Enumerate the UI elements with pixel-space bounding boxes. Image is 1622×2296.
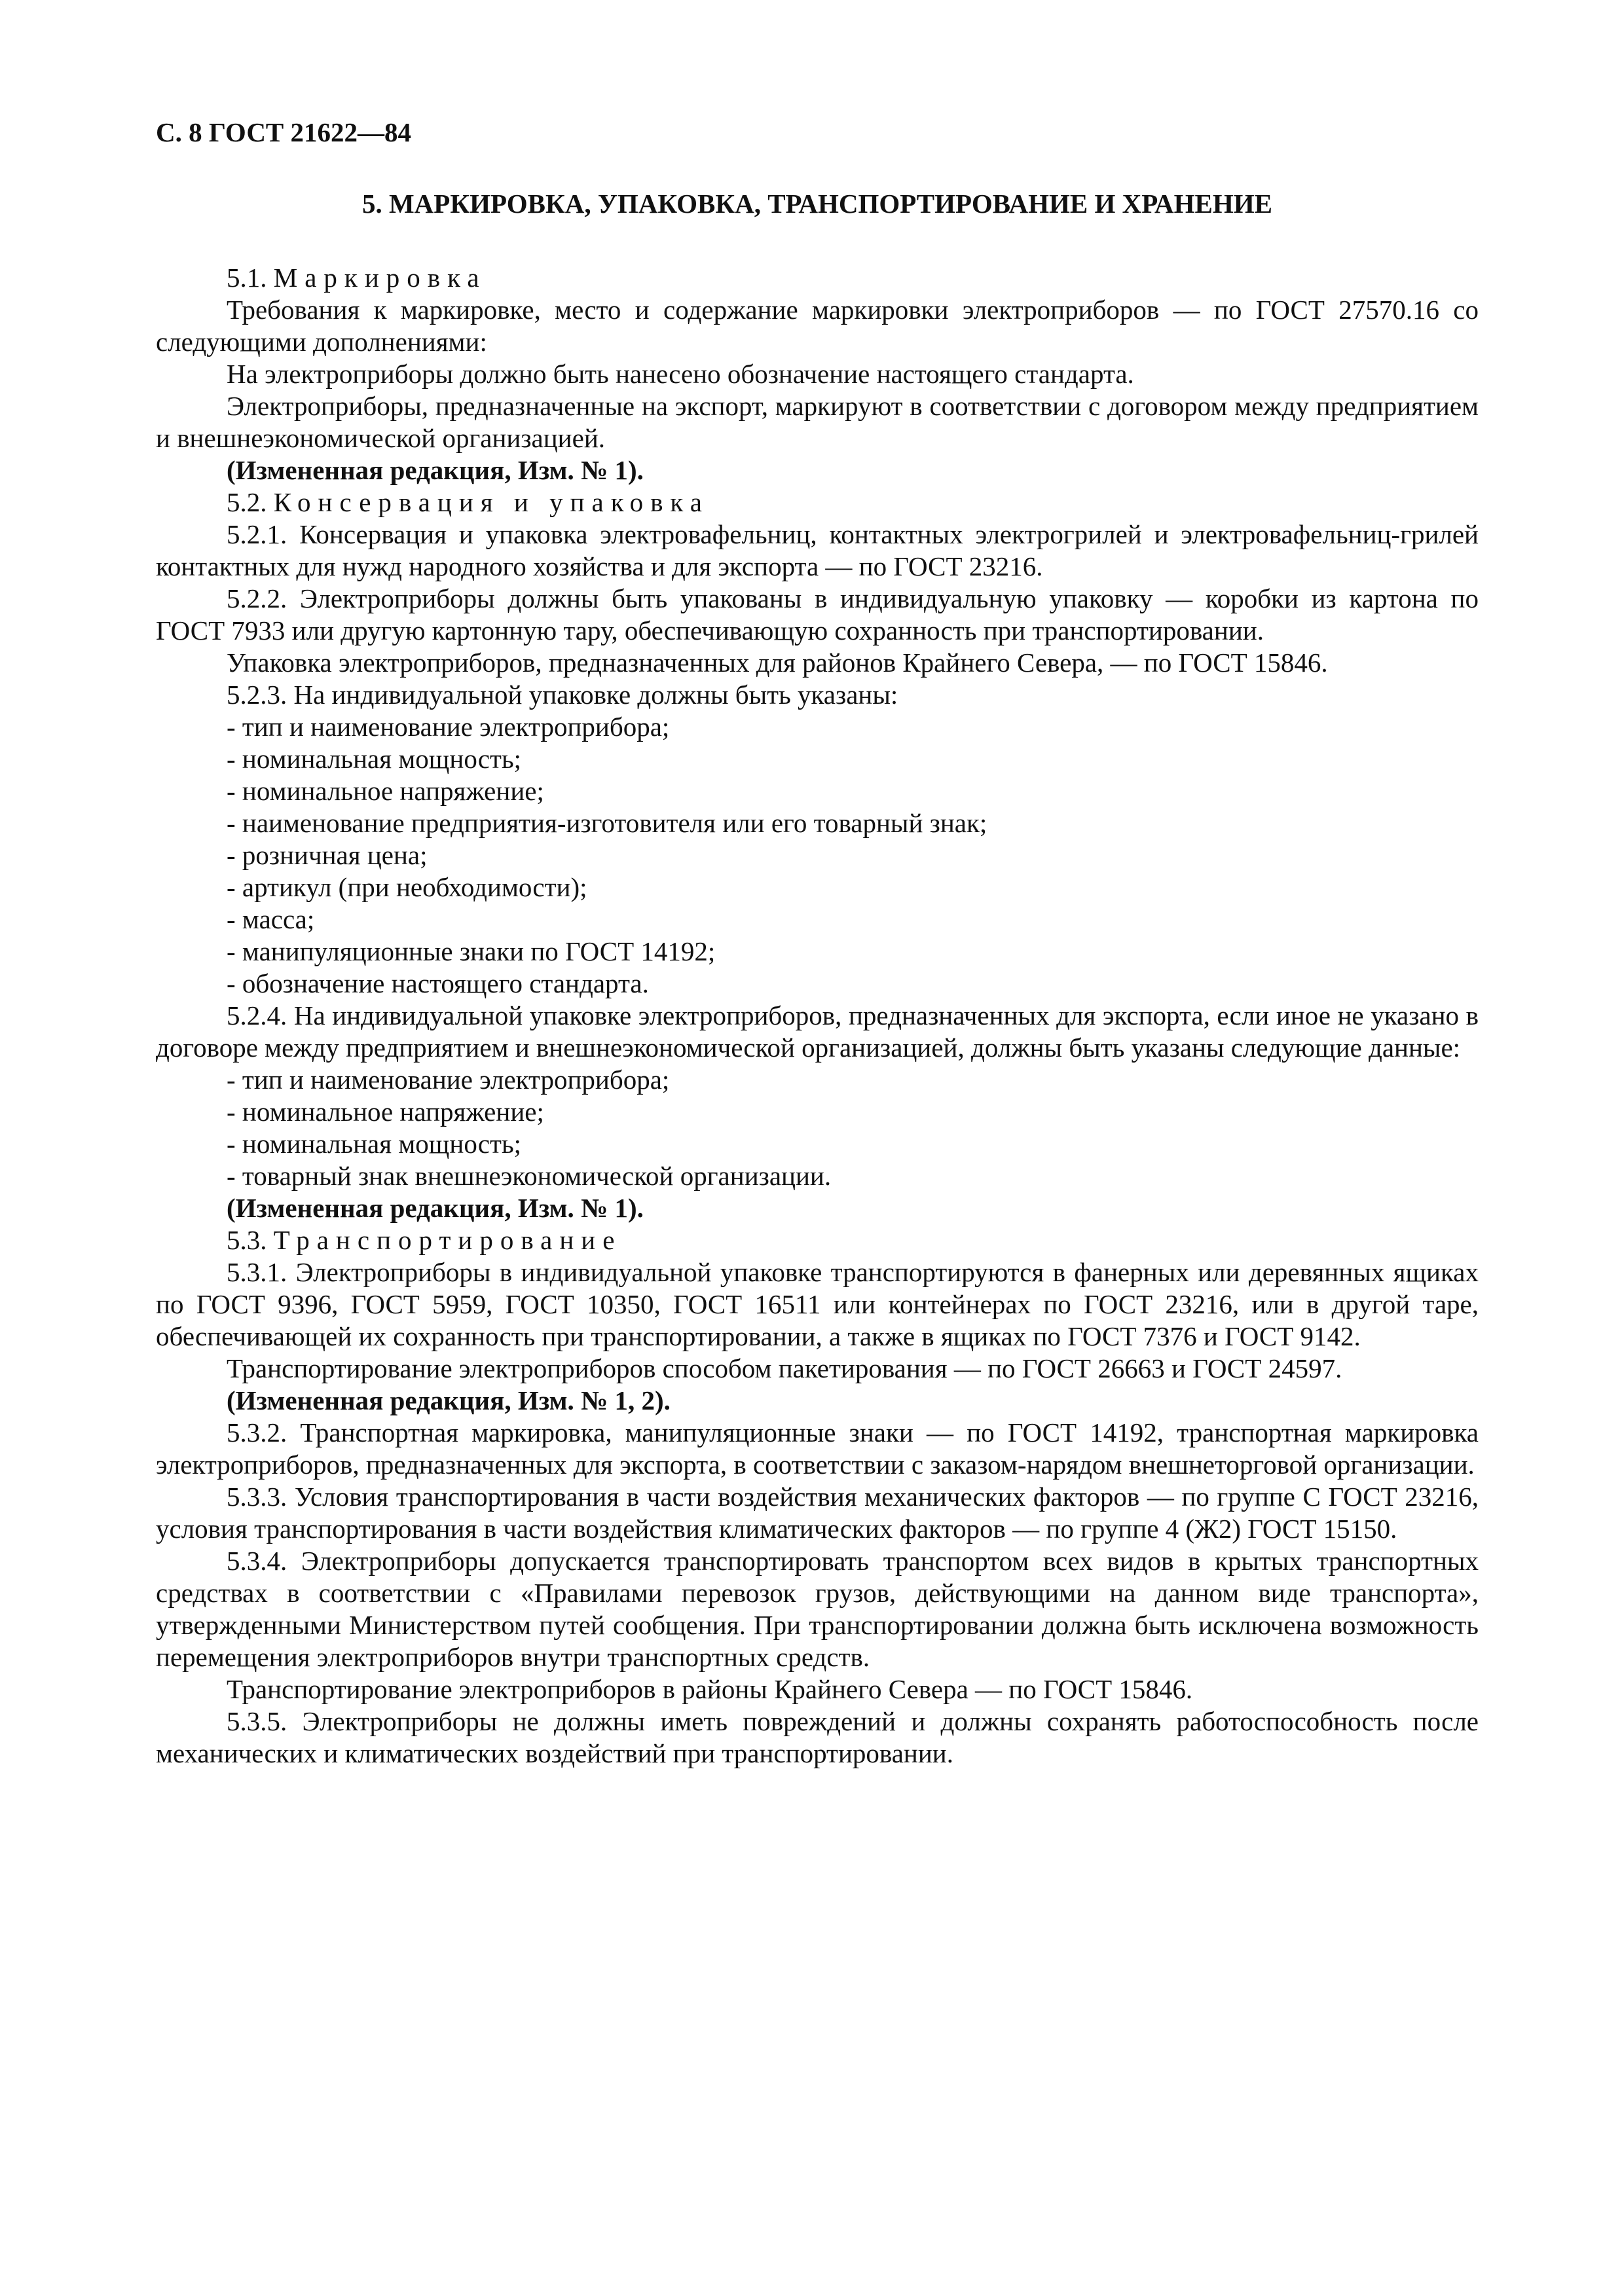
- paragraph-5-3-2: 5.3.2. Транспортная маркировка, манипуляционные знаки — по ГОСТ 14192, транспортная маркировка электроприборов, предназначенных для экспорта, в соответствии с заказом-нарядом внешнеторговой организации.: [156, 1417, 1479, 1480]
- revision-note: (Измененная редакция, Изм. № 1, 2).: [227, 1385, 671, 1415]
- list-item: - номинальная мощность;: [227, 744, 522, 774]
- paragraph-5-2-3: 5.2.3. На индивидуальной упаковке должны быть указаны:: [227, 680, 898, 710]
- subsection-heading: Транспортирование: [273, 1225, 622, 1255]
- paragraph-5-1-3: Электроприборы, предназначенные на экспорт, маркируют в соответствии с договором между предприятием и внешнеэкономической организацией.: [156, 391, 1479, 453]
- subsection-heading: Маркировка: [273, 263, 487, 293]
- list-item: - номинальная мощность;: [227, 1129, 522, 1159]
- paragraph-5-3-5: 5.3.5. Электроприборы не должны иметь повреждений и должны сохранять работоспособность после механических и климатических воздействий при транспортировании.: [156, 1706, 1479, 1768]
- subsection-5-3-heading: [156, 1224, 1479, 1256]
- paragraph-5-3-1-b: Транспортирование электроприборов способом пакетирования — по ГОСТ 26663 и ГОСТ 24597.: [227, 1353, 1342, 1383]
- list-item: - масса;: [227, 904, 315, 934]
- paragraph-5-2-2: 5.2.2. Электроприборы должны быть упакованы в индивидуальную упаковку — коробки из картона по ГОСТ 7933 или другую картонную тару, обеспечивающую сохранность при транспортировании.: [156, 583, 1479, 646]
- list-item: - номинальное напряжение;: [227, 1097, 544, 1127]
- paragraph-5-3-4: 5.3.4. Электроприборы допускается транспортировать транспортом всех видов в крытых транспортных средствах в соответствии с «Правилами перевозок грузов, действующими на данном виде транспорта», утвержденными Министерством путей сообщения. При транспортировании должна быть исключена возможность перемещения электроприборов внутри транспортных средств.: [156, 1546, 1479, 1672]
- paragraph-5-3-1: 5.3.1. Электроприборы в индивидуальной упаковке транспортируются в фанерных или деревянных ящиках по ГОСТ 9396, ГОСТ 5959, ГОСТ 10350, ГОСТ 16511 или контейнерах по ГОСТ 23216, или в другой таре, обеспечивающей их сохранность при транспортировании, а также в ящиках по ГОСТ 7376 и ГОСТ 9142.: [156, 1257, 1479, 1351]
- subsection-heading: Консервация и упаковка: [273, 487, 709, 517]
- list-item: - артикул (при необходимости);: [227, 872, 587, 902]
- paragraph-5-3-4-b: Транспортирование электроприборов в районы Крайнего Севера — по ГОСТ 15846.: [227, 1674, 1193, 1704]
- packaging-list: [156, 711, 1479, 1000]
- list-item: - наименование предприятия-изготовителя или его товарный знак;: [227, 808, 987, 838]
- subsection-5-1-heading: [156, 262, 1479, 294]
- list-item: - манипуляционные знаки по ГОСТ 14192;: [227, 936, 716, 966]
- paragraph-5-3-3: 5.3.3. Условия транспортирования в части воздействия механических факторов — по группе С ГОСТ 23216, условия транспортирования в части воздействия климатических факторов — по группе 4 (Ж2) ГОСТ 15150.: [156, 1482, 1479, 1544]
- paragraph-5-2-2-b: Упаковка электроприборов, предназначенных для районов Крайнего Севера, — по ГОСТ 15846.: [227, 647, 1328, 678]
- subsection-number: 5.3.: [227, 1225, 274, 1255]
- subsection-number: 5.1.: [227, 263, 274, 293]
- subsection-number: 5.2.: [227, 487, 274, 517]
- paragraph-5-2-1: 5.2.1. Консервация и упаковка электровафельниц, контактных электрогрилей и электровафельниц-грилей контактных для нужд народного хозяйства и для экспорта — по ГОСТ 23216.: [156, 519, 1479, 581]
- export-packaging-list: [156, 1064, 1479, 1192]
- list-item: - тип и наименование электроприбора;: [227, 1065, 670, 1095]
- section-title: 5. МАРКИРОВКА, УПАКОВКА, ТРАНСПОРТИРОВАНИЕ И ХРАНЕНИЕ: [361, 189, 1273, 219]
- list-item: - номинальное напряжение;: [227, 776, 544, 806]
- subsection-5-2-heading: [156, 486, 1479, 519]
- list-item: - розничная цена;: [227, 840, 428, 870]
- revision-note: (Измененная редакция, Изм. № 1).: [227, 1193, 644, 1223]
- page-header: С. 8 ГОСТ 21622—84: [156, 117, 412, 147]
- document-page: [156, 117, 1479, 1770]
- paragraph-5-1-1: Требования к маркировке, место и содержание маркировки электроприборов — по ГОСТ 27570.16 со следующими дополнениями:: [156, 295, 1479, 357]
- list-item: - тип и наименование электроприбора;: [227, 712, 670, 742]
- list-item: - обозначение настоящего стандарта.: [227, 968, 649, 998]
- list-item: - товарный знак внешнеэкономической организации.: [227, 1161, 832, 1191]
- paragraph-5-1-2: На электроприборы должно быть нанесено обозначение настоящего стандарта.: [227, 359, 1134, 389]
- revision-note: (Измененная редакция, Изм. № 1).: [227, 455, 644, 485]
- paragraph-5-2-4: 5.2.4. На индивидуальной упаковке электроприборов, предназначенных для экспорта, если иное не указано в договоре между предприятием и внешнеэкономической организацией, должны быть указаны следующие данные:: [156, 1000, 1479, 1063]
